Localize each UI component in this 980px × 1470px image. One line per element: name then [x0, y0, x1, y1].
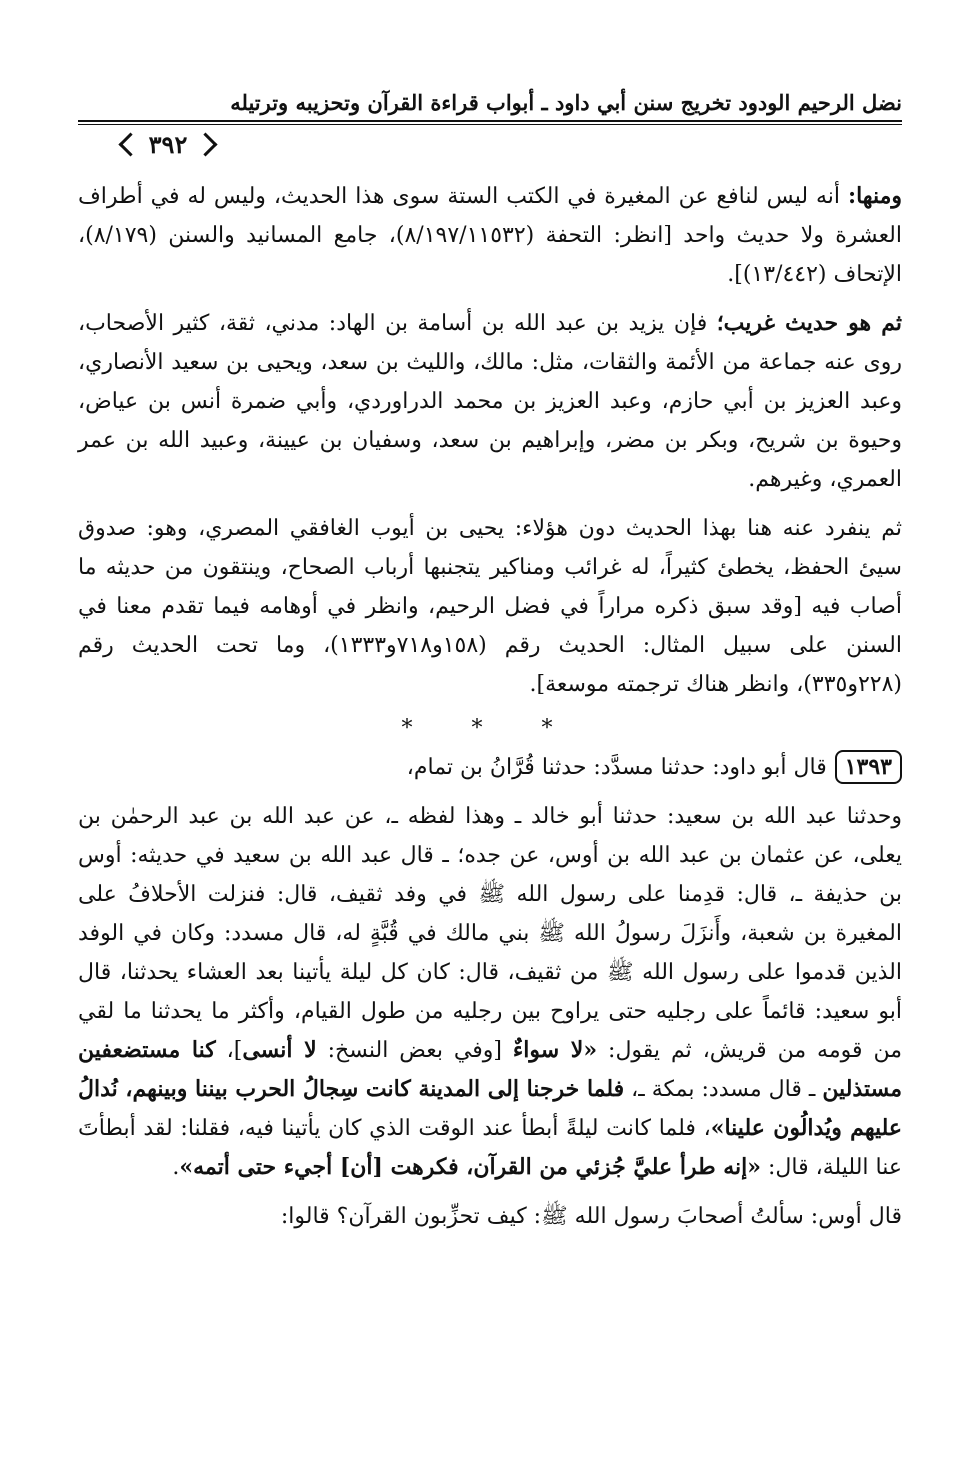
- hadith-text-part: ـ قال مسدد: بمكة ـ،: [624, 1077, 823, 1102]
- hadith-text-part: وحدثنا عبد الله بن سعيد: حدثنا أبو خالد ـ وهذا لفظه ـ، عن عبد الله بن عبد الرحمٰن بن يعلى، عن عثمان بن عبد الله بن أوس، عن جده؛ ـ قال عبد الله بن سعيد في حديثه: أوس بن حذيفة ـ، قال: قدِمنا على رسول الله ﷺ في وفد ثقيف، قال: فنزلت الأحلافُ على المغيرة بن شعبة، وأَنزَلَ رسولُ الله ﷺ بني مالك في قُبَّةٍ له، قال مسدد: وكان في الوفد الذين قدموا على رسول الله ﷺ من ثقيف، قال: كان كل ليلة يأتينا بعد العشاء يحدثنا، قال أبو سعيد: قائماً على رجليه حتى يراوح بين رجليه من طول القيام، وأكثر ما يحدثنا ما لقي من قومه من قريش، ثم يقول:: [78, 804, 902, 1063]
- hadith-text-part: [وفي بعض النسخ:: [316, 1038, 513, 1063]
- paragraph: [78, 304, 902, 499]
- hadith-text-part: .: [172, 1155, 180, 1180]
- hadith-text-part: ، فلما كانت ليلةً أبطأ عند الوقت الذي كان يأتينا فيه، فقلنا: لقد أبطأتَ عنا الليلة، قال:: [78, 1116, 902, 1180]
- hadith-quote: «إنه طرأ عليَّ جُزئي من القرآن، فكرهت [أن] أجيء حتى أتمه»: [179, 1154, 762, 1180]
- hadith-text-part: قال أوس: سألتُ أصحابَ رسول الله ﷺ: كيف تحزِّبون القرآن؟ قالوا:: [280, 1204, 902, 1229]
- header-rule-thin: [78, 124, 902, 125]
- book-page: [78, 82, 903, 1229]
- page-body: [78, 177, 902, 1246]
- page-number-ornament: [78, 104, 228, 159]
- page-header: [78, 82, 902, 159]
- page-number: ٣٩٢: [132, 130, 204, 160]
- paragraph-lead: ومنها:: [847, 183, 902, 209]
- section-separator: * * *: [401, 716, 579, 741]
- hadith-quote: فلما خرجنا إلى المدينة كانت سِجالُ الحرب بيننا وبينهم، نُدالُ عليهم ويُدالُون علينا»: [78, 1076, 903, 1141]
- paragraph-lead: ثم هو حديث غريب؛: [716, 310, 903, 336]
- header-rule: [78, 120, 902, 122]
- paragraph-text: فإن يزيد بن عبد الله بن أسامة بن الهاد: مدني، ثقة، كثير الأصحاب، روى عنه جماعة من الأئمة والثقات، مثل: مالك، والليث بن سعد، ويحيى بن سعيد الأنصاري، وعبد العزيز بن أبي حازم، وعبد العزيز بن محمد الدراوردي، وأبي ضمرة أنس بن عياض، وحيوة بن شريح، وبكر بن مضر، وإبراهيم بن سعد، وسفيان بن عيينة، وعبيد الله بن عمر العمري، وغيرهم.: [78, 311, 902, 492]
- hadith-heading: [78, 748, 902, 787]
- hadith-quote: «لا سواءٌ: [512, 1037, 598, 1063]
- paragraph: [78, 509, 902, 704]
- hadith-quote: لا أنسى: [242, 1037, 317, 1063]
- paragraph-text: ثم ينفرد عنه هنا بهذا الحديث دون هؤلاء: يحيى بن أيوب الغافقي المصري، وهو: صدوق سيئ الحفظ، يخطئ كثيراً، له غرائب ومناكير يتجنبها أرباب الصحاح، وينتقون من حديثه ما أصاب فيه [وقد سبق ذكره مراراً في فضل الرحيم، وانظر في أوهامه فيما تقدم معنا في السنن على سبيل المثال: الحديث رقم (١٥٨و٧١٨و١٣٣٣)، وما تحت الحديث رقم (٢٢٨و٣٣٥)، وانظر هناك ترجمته موسعة].: [78, 516, 902, 697]
- running-title: نضل الرحيم الودود تخريج سنن أبي داود ـ أبواب قراءة القرآن وتحزيبه وترتيله: [230, 90, 902, 115]
- paragraph-text: أنه ليس لنافع عن المغيرة في الكتب الستة سوى هذا الحديث، وليس له في أطراف العشرة ولا حديث واحد [انظر: التحفة (٨/١٩٧/١١٥٣٢)، جامع المسانيد والسنن (٨/١٧٩)، الإتحاف (١٣/٤٤٢)].: [78, 184, 902, 287]
- paragraph: [78, 177, 902, 294]
- hadith-number-badge: ١٣٩٣: [835, 750, 902, 784]
- hadith-text-part: ]،: [215, 1038, 243, 1063]
- hadith-quote: كنا مستضعفين مستذلين: [78, 1037, 902, 1102]
- hadith-text: [78, 797, 902, 1187]
- hadith-continuation: [78, 1197, 902, 1236]
- hadith-isnad: قال أبو داود: حدثنا مسدَّد: حدثنا قُرَّانُ بن تمام،: [406, 755, 827, 780]
